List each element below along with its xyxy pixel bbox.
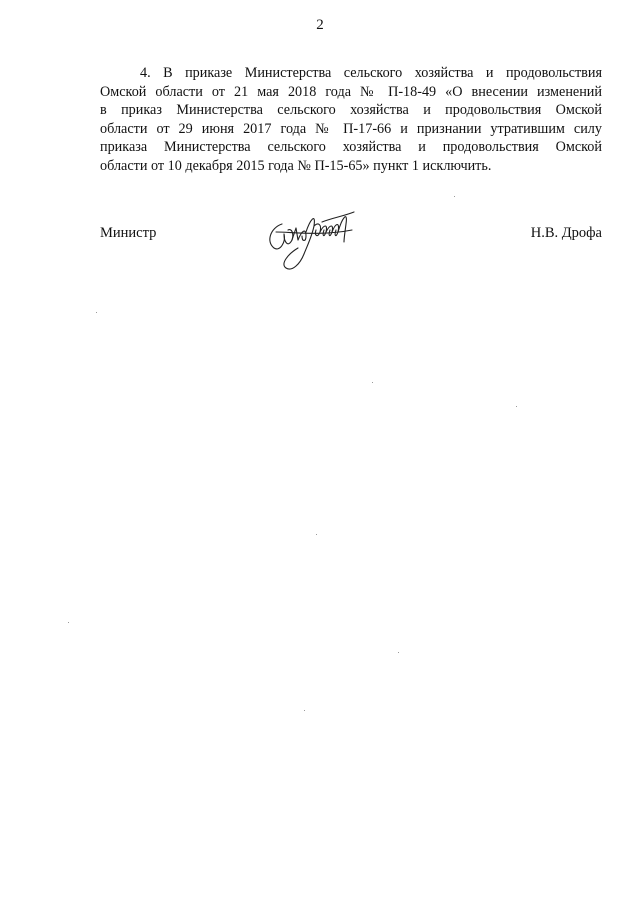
page-number: 2 — [316, 17, 324, 33]
signatory-title: Министр — [100, 225, 157, 241]
paragraph-line: в приказ Министерства сельского хозяйства и продовольствия Омской — [100, 102, 602, 119]
paragraph-item-4 — [100, 64, 602, 176]
signatory-name: Н.В. Дрофа — [530, 225, 602, 241]
signature-block — [100, 220, 602, 290]
scan-speck — [316, 534, 317, 535]
paragraph-line: области от 29 июня 2017 года № П-17-66 и признании утратившим силу — [100, 120, 602, 137]
scan-speck — [454, 196, 455, 197]
scan-speck — [304, 710, 305, 711]
handwritten-signature — [262, 202, 362, 286]
scan-speck — [96, 312, 97, 313]
scan-speck — [516, 406, 517, 407]
paragraph-line: Омской области от 21 мая 2018 года № П-18-49 «О внесении изменений — [100, 83, 602, 100]
paragraph-line: области от 10 декабря 2015 года № П-15-65» пункт 1 исключить. — [100, 157, 492, 174]
paragraph-line: приказа Министерства сельского хозяйства и продовольствия Омской — [100, 139, 602, 156]
paragraph-line: 4. В приказе Министерства сельского хозяйства и продовольствия — [140, 65, 602, 81]
scan-speck — [398, 652, 399, 653]
scan-speck — [68, 622, 69, 623]
scan-speck — [372, 382, 373, 383]
